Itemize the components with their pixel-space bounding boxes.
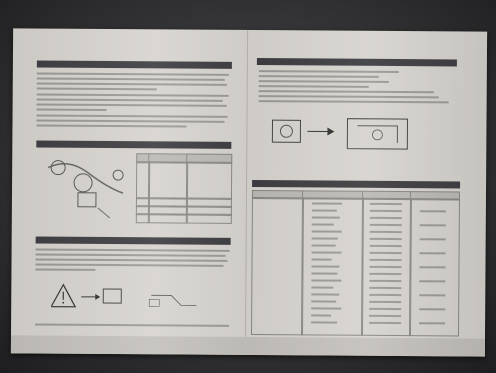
installation-steps — [13, 28, 487, 31]
instruction-sheet — [11, 28, 487, 356]
footnote-line — [35, 324, 229, 327]
installation-illustration — [267, 110, 447, 161]
intro-text-block — [13, 28, 487, 31]
section-header-specification — [252, 180, 460, 188]
components-table — [13, 28, 487, 31]
section-header-installation — [257, 58, 457, 66]
specification-table — [13, 28, 487, 31]
warning-illustration — [51, 281, 201, 317]
notes-text-block — [13, 28, 487, 31]
section-header-components — [36, 141, 231, 149]
section-header-notes — [36, 237, 231, 245]
bottom-strip — [11, 335, 485, 356]
component-diagram — [38, 153, 133, 224]
section-header-intro — [37, 61, 232, 69]
fold-line — [245, 30, 248, 355]
